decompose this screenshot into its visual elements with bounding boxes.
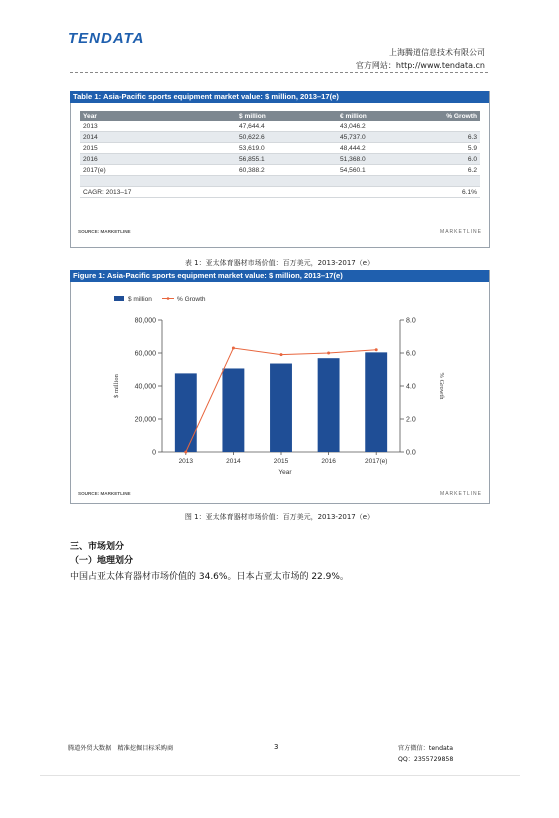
website-link[interactable]: 官方网站：http://www.tendata.cn [355, 61, 485, 70]
market-value-table [80, 111, 480, 198]
table-row [80, 165, 480, 176]
y2-axis-title: % Growth [438, 372, 445, 400]
table1-brand: MARKETLINE [440, 229, 482, 235]
cell-eur: 45,737.0 [337, 132, 438, 143]
growth-point [184, 451, 187, 454]
cell-growth: 5.9 [438, 143, 480, 154]
col-header-growth: % Growth [438, 111, 480, 121]
section-heading: 三、市场划分 [70, 542, 125, 552]
y-tick-label: 60,000 [134, 350, 156, 358]
cell-year: 2016 [80, 154, 236, 165]
body-paragraph: 中国占亚太体育器材市场价值的 34.6%。日本占亚太市场的 22.9%。 [70, 572, 349, 582]
cell-growth [438, 121, 480, 132]
cell-usd: 53,619.0 [236, 143, 337, 154]
bar [175, 373, 197, 452]
cell-year: 2017(e) [80, 165, 236, 176]
y2-tick-label: 4.0 [406, 383, 416, 391]
y-tick-label: 20,000 [134, 416, 156, 424]
cell-eur: 54,560.1 [337, 165, 438, 176]
cell-growth: 6.2 [438, 165, 480, 176]
y2-tick-label: 2.0 [406, 416, 416, 424]
col-header-year: Year [80, 111, 236, 121]
tendata-logo: TENDATA [68, 30, 145, 47]
x-tick-label: 2013 [178, 458, 194, 465]
cell-year: 2014 [80, 132, 236, 143]
footer-qq: QQ：2355729858 [398, 756, 454, 763]
bar [365, 352, 387, 452]
growth-point [375, 348, 378, 351]
cell-usd: 50,622.6 [236, 132, 337, 143]
figure1-brand: MARKETLINE [440, 491, 482, 497]
y-tick-label: 80,000 [134, 317, 156, 325]
y2-tick-label: 0.0 [406, 449, 416, 457]
x-tick-label: 2016 [321, 458, 336, 465]
figure1-source: SOURCE: MARKETLINE [78, 491, 131, 496]
table-row [80, 121, 480, 132]
table-spacer-row [80, 176, 480, 187]
cell-usd: 47,644.4 [236, 121, 337, 132]
bar [270, 364, 292, 452]
footer-slogan: 腾道外贸大数据 精准挖掘目标采购商 [68, 745, 174, 752]
table-row-cagr [80, 187, 480, 198]
footer-divider [40, 775, 520, 776]
y-axis-title: $ million [113, 374, 120, 398]
cell-growth: 6.3 [438, 132, 480, 143]
y-tick-label: 0 [152, 449, 156, 457]
figure1-title: Figure 1: Asia-Pacific sports equipment market value: $ million, 2013–17(e) [70, 270, 489, 282]
col-header-eur: € million [337, 111, 438, 121]
legend-label-usd: $ million [128, 296, 152, 303]
header-divider [70, 72, 488, 73]
growth-point [280, 353, 283, 356]
page-number: 3 [274, 743, 279, 751]
market-value-chart [70, 283, 488, 489]
x-axis-title: Year [278, 469, 292, 476]
col-header-usd: $ million [236, 111, 337, 121]
footer-wechat: 官方微信：tendata [398, 745, 454, 752]
y-tick-label: 40,000 [134, 383, 156, 391]
table-row [80, 143, 480, 154]
x-tick-label: 2014 [226, 458, 241, 465]
x-tick-label: 2017(e) [364, 458, 388, 465]
table1-caption: 表 1：亚太体育器材市场价值：百万美元，2013-2017（e） [184, 259, 375, 267]
cell-year: 2015 [80, 143, 236, 154]
table1-title: Table 1: Asia-Pacific sports equipment market value: $ million, 2013–17(e) [70, 91, 489, 103]
figure1-caption: 图 1：亚太体育器材市场价值：百万美元，2013-2017（e） [184, 513, 375, 521]
cell-usd: 56,855.1 [236, 154, 337, 165]
cell-eur: 51,368.0 [337, 154, 438, 165]
cell-year: 2013 [80, 121, 236, 132]
growth-point [327, 352, 330, 355]
bar [222, 368, 244, 452]
cagr-label: CAGR: 2013–17 [80, 187, 236, 198]
bar [318, 358, 340, 452]
legend-swatch-usd [114, 296, 124, 301]
cell-eur: 48,444.2 [337, 143, 438, 154]
x-tick-label: 2015 [273, 458, 289, 465]
table1-source: SOURCE: MARKETLINE [78, 229, 131, 234]
company-name: 上海腾道信息技术有限公司 [389, 48, 485, 57]
legend-label-growth: % Growth [177, 296, 206, 303]
cagr-value: 6.1% [438, 187, 480, 198]
legend-marker-growth [167, 297, 170, 300]
cell-usd: 60,388.2 [236, 165, 337, 176]
table-row [80, 132, 480, 143]
y2-tick-label: 8.0 [406, 317, 416, 325]
cell-growth: 6.0 [438, 154, 480, 165]
cell-eur: 43,046.2 [337, 121, 438, 132]
subsection-heading: （一）地理划分 [70, 556, 134, 566]
table-row [80, 154, 480, 165]
y2-tick-label: 6.0 [406, 350, 416, 358]
growth-point [232, 347, 235, 350]
